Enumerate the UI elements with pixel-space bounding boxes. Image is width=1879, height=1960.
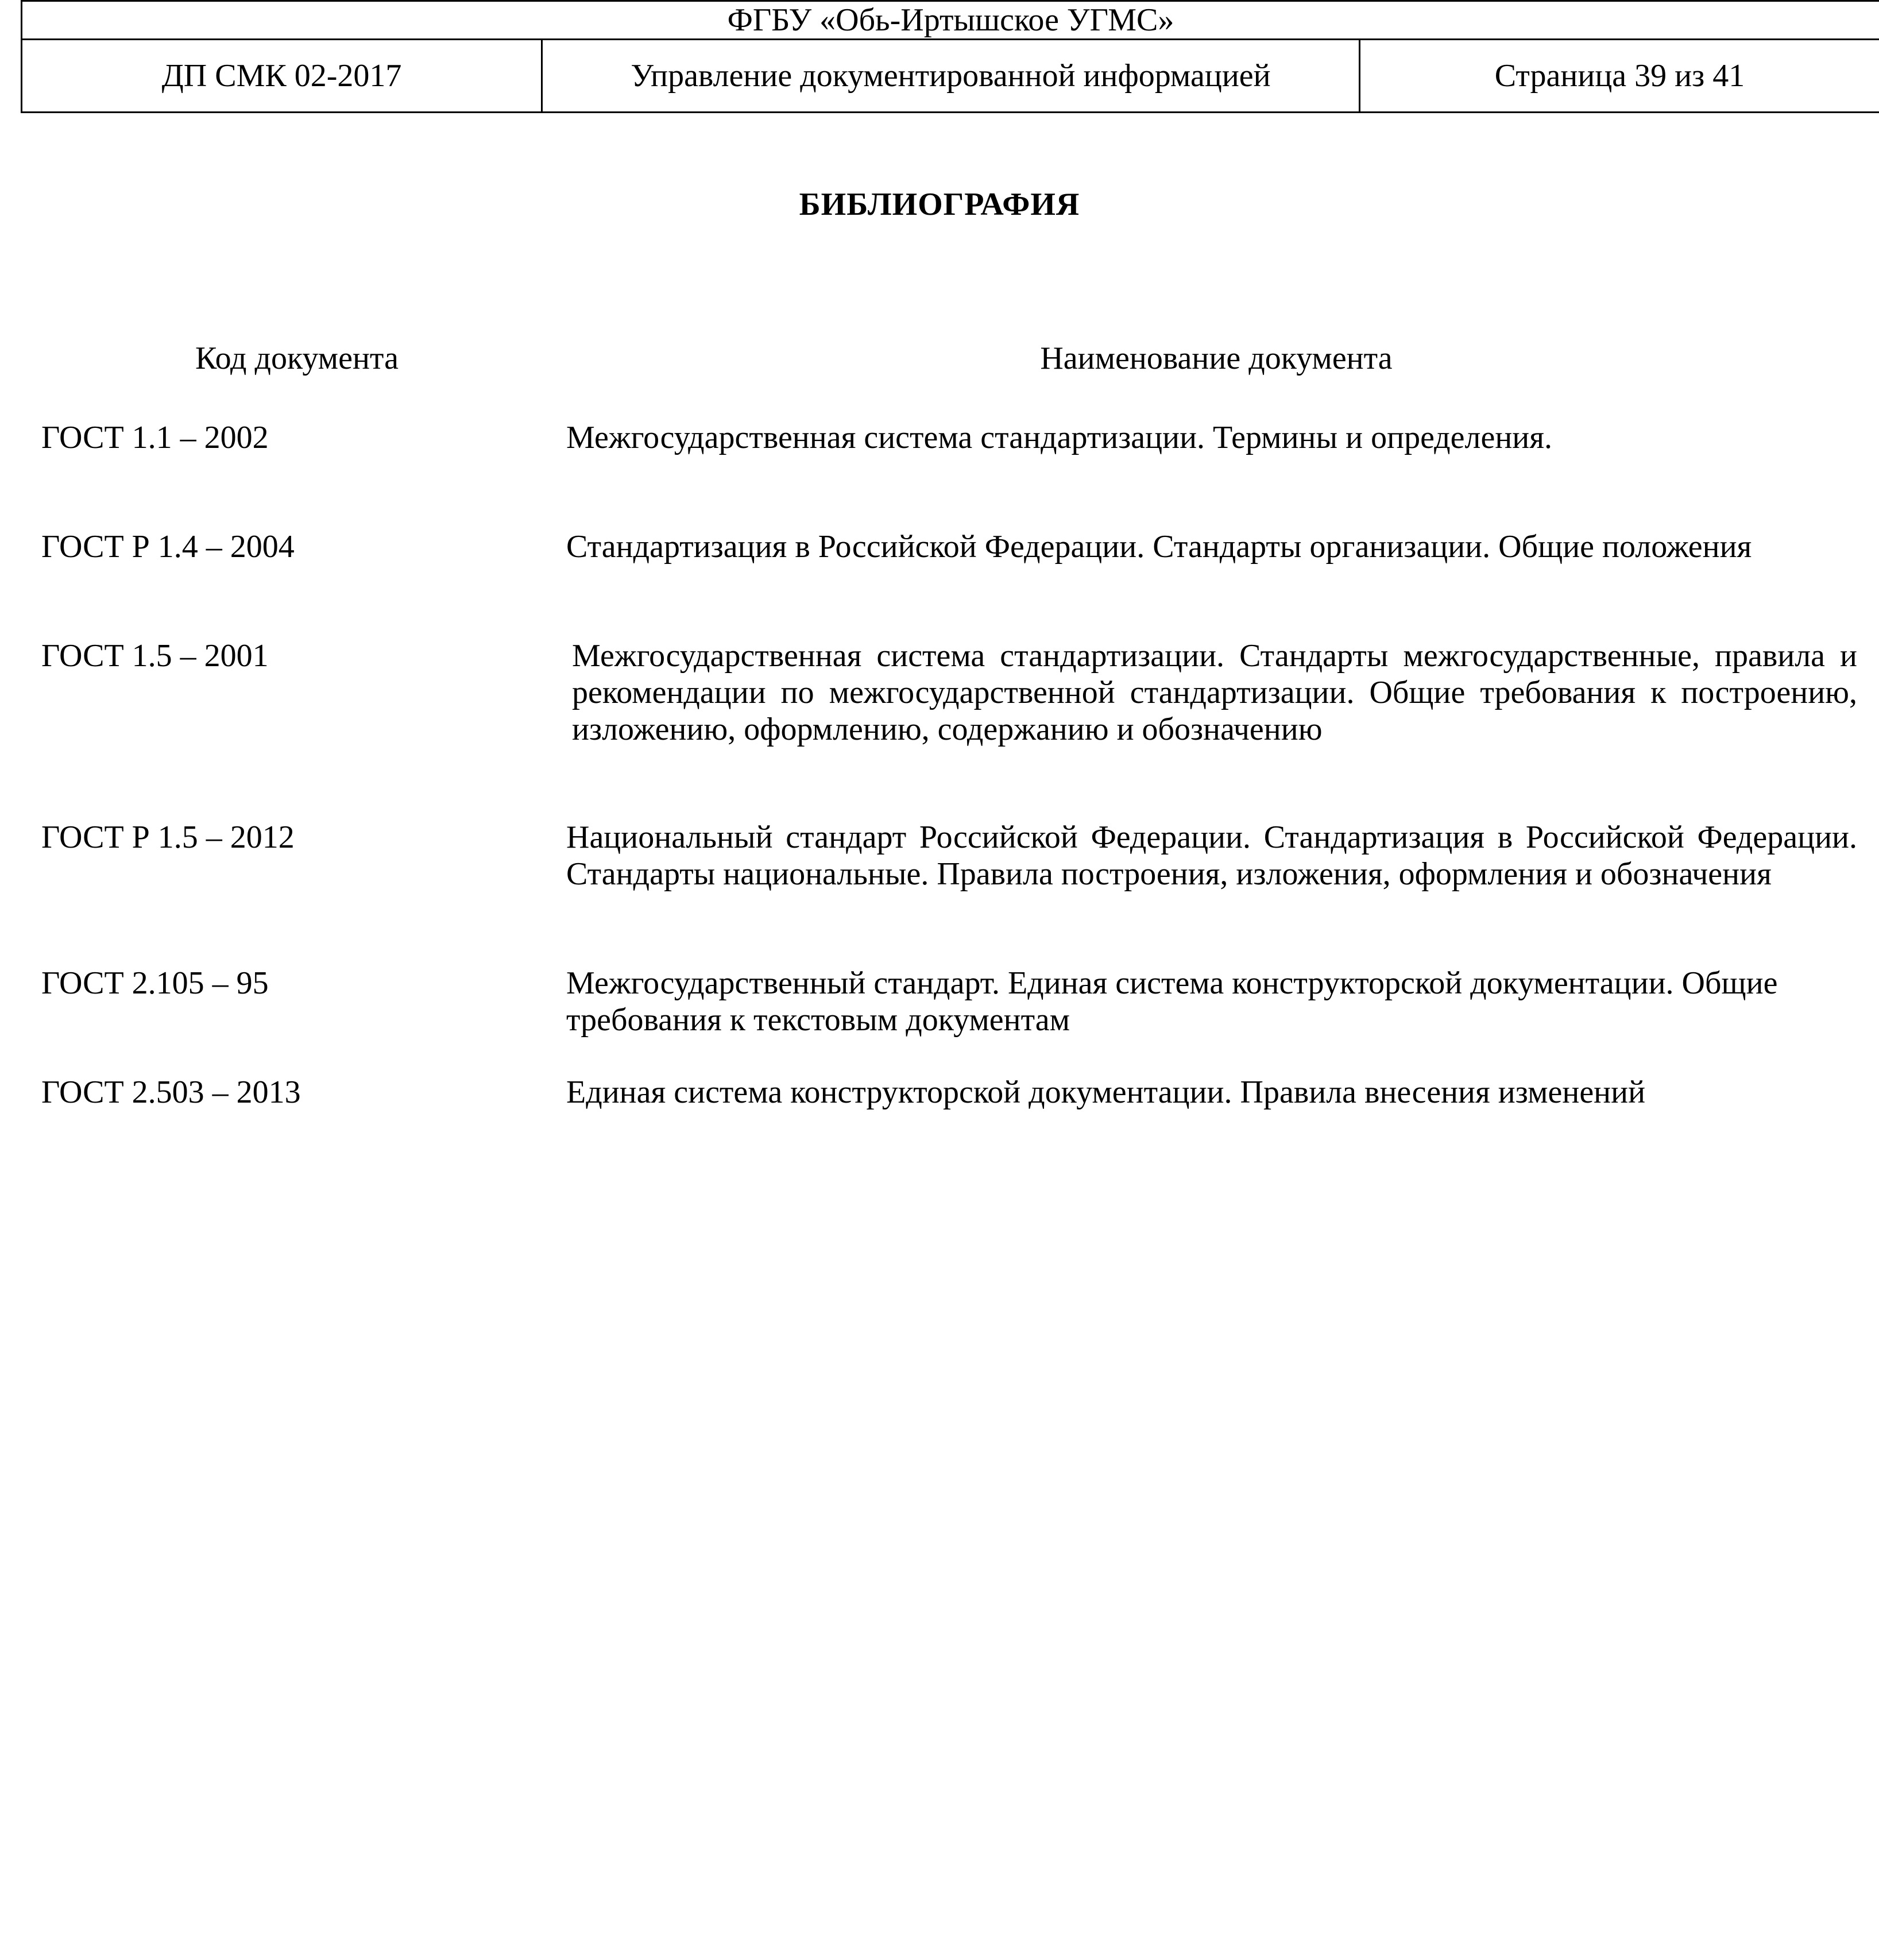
page-title: БИБЛИОГРАФИЯ [799,187,1080,222]
document-code: ДП СМК 02-2017 [22,40,542,113]
entry-code: ГОСТ Р 1.5 – 2012 [41,819,295,855]
entry-code: ГОСТ 2.105 – 95 [41,965,269,1001]
entry-code: ГОСТ 1.5 – 2001 [41,638,269,674]
entry-name: Межгосударственный стандарт. Единая система конструкторской документации. Общие требования к текстовым документам [566,965,1778,1038]
document-title: Управление документированной информацией [542,40,1360,113]
entry-name: Единая система конструкторской документации. Правила внесения изменений [566,1074,1646,1110]
entry-code: ГОСТ 2.503 – 2013 [41,1074,301,1110]
entry-code: ГОСТ Р 1.4 – 2004 [41,529,295,565]
page-number: Страница 39 из 41 [1360,40,1879,113]
entry-name: Национальный стандарт Российской Федерации. Стандартизация в Российской Федерации. Стандарты национальные. Правила построения, изложения, оформления и обозначения [566,819,1857,892]
organization-name: ФГБУ «Обь-Иртышское УГМС» [22,1,1879,40]
entry-name: Межгосударственная система стандартизации. Термины и определения. [566,420,1553,455]
column-header-name: Наименование документа [1040,341,1393,376]
entry-name: Стандартизация в Российской Федерации. Стандарты организации. Общие положения [566,529,1752,565]
entry-name: Межгосударственная система стандартизации. Стандарты межгосударственные, правила и рекомендации по межгосударственной стандартизации. Общие требования к построению, изложению, оформлению, содержанию и обозначению [572,638,1857,747]
entry-code: ГОСТ 1.1 – 2002 [41,420,269,455]
column-header-code: Код документа [195,341,399,376]
document-header [21,0,1879,113]
